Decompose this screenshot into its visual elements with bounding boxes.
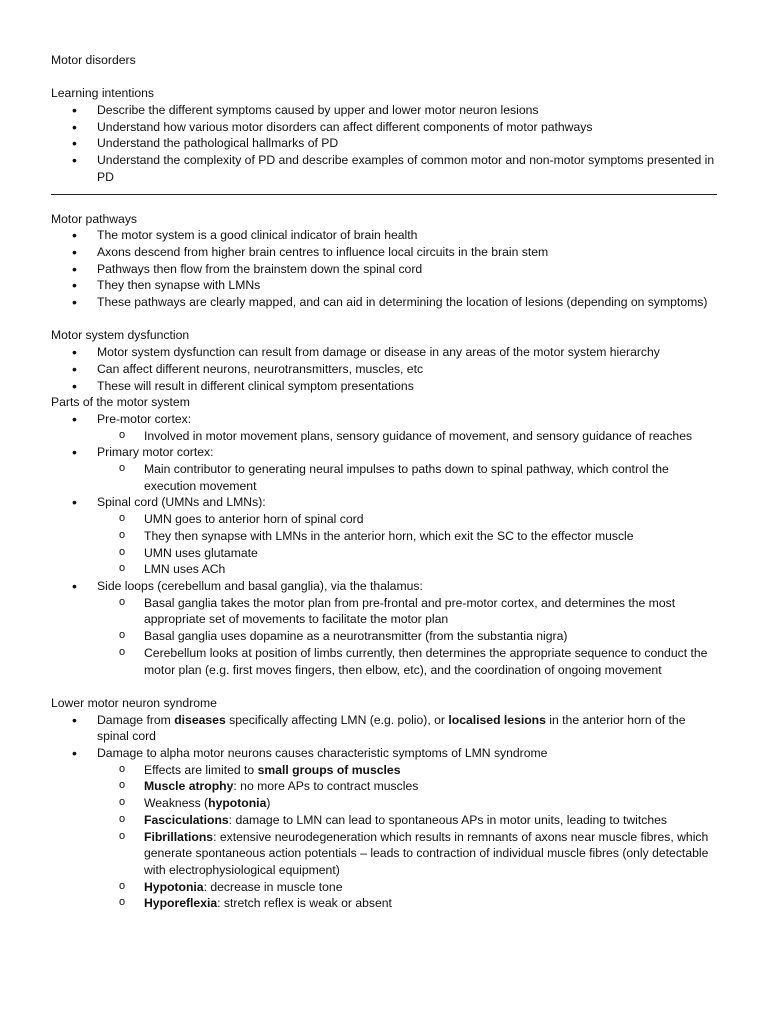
list-item: • Side loops (cerebellum and basal ganglia), via the thalamus:	[51, 578, 717, 595]
list-item: • Primary motor cortex:	[51, 444, 717, 461]
list-item: • Pathways then flow from the brainstem down the spinal cord	[51, 261, 717, 278]
list-item: • Understand the pathological hallmarks of PD	[51, 135, 717, 152]
list-item: • Pre-motor cortex:	[51, 411, 717, 428]
motor-pathways-list	[51, 227, 717, 311]
list-item: • The motor system is a good clinical indicator of brain health	[51, 227, 717, 244]
section-divider	[51, 194, 717, 195]
list-item: • These pathways are clearly mapped, and can aid in determining the location of lesions (depending on symptoms)	[51, 294, 717, 311]
lmn-list	[51, 712, 717, 912]
list-item: • These will result in different clinical symptom presentations	[51, 378, 717, 395]
sub-list-item: o Fasciculations: damage to LMN can lead to spontaneous APs in motor units, leading to twitches	[51, 812, 717, 829]
motor-pathways-heading: Motor pathways	[51, 211, 138, 226]
learning-intentions-heading: Learning intentions	[51, 86, 154, 101]
sub-list-item: o Basal ganglia takes the motor plan from pre-frontal and pre-motor cortex, and determines the most appropriate set of movements to facilitate the motor plan	[51, 595, 717, 628]
sub-list-item: o They then synapse with LMNs in the anterior horn, which exit the SC to the effector muscle	[51, 528, 717, 545]
sub-list-item: o Hypotonia: decrease in muscle tone	[51, 879, 717, 896]
sub-list-item: o Weakness (hypotonia)	[51, 795, 717, 812]
sub-list-item: o Hyporeflexia: stretch reflex is weak or absent	[51, 895, 717, 912]
document-title: Motor disorders	[51, 53, 136, 67]
list-item: • Motor system dysfunction can result from damage or disease in any areas of the motor system hierarchy	[51, 344, 717, 361]
sub-list-item: o Fibrillations: extensive neurodegeneration which results in remnants of axons near muscle fibres, which generate spontaneous action potentials – leads to contraction of individual muscle fibres (only detectable with electrophysiological equipment)	[51, 829, 717, 879]
sub-list-item: o UMN goes to anterior horn of spinal cord	[51, 511, 717, 528]
dysfunction-list	[51, 344, 717, 394]
sub-list-item: o Effects are limited to small groups of muscles	[51, 762, 717, 779]
list-item: • Understand the complexity of PD and describe examples of common motor and non-motor symptoms presented in PD	[51, 152, 717, 185]
sub-list-item: o Involved in motor movement plans, sensory guidance of movement, and sensory guidance of reaches	[51, 428, 717, 445]
document-page	[51, 52, 717, 912]
list-item: • Understand how various motor disorders can affect different components of motor pathways	[51, 119, 717, 136]
list-item: • They then synapse with LMNs	[51, 277, 717, 294]
sub-list-item: o Basal ganglia uses dopamine as a neurotransmitter (from the substantia nigra)	[51, 628, 717, 645]
sub-list-item: o Main contributor to generating neural impulses to paths down to spinal pathway, which control the execution movement	[51, 461, 717, 494]
sub-list-item: o Muscle atrophy: no more APs to contract muscles	[51, 778, 717, 795]
sub-list-item: o LMN uses ACh	[51, 561, 717, 578]
learning-intentions-list	[51, 102, 717, 186]
lmn-syndrome-heading: Lower motor neuron syndrome	[51, 695, 217, 710]
list-item: • Can affect different neurons, neurotransmitters, muscles, etc	[51, 361, 717, 378]
sub-list-item: o Cerebellum looks at position of limbs currently, then determines the appropriate sequence to conduct the motor plan (e.g. first moves fingers, then elbow, etc), and the coordination of ongoing movement	[51, 645, 717, 678]
list-item: • Damage from diseases specifically affecting LMN (e.g. polio), or localised lesions in the anterior horn of the spinal cord	[51, 712, 717, 745]
motor-system-dysfunction-heading: Motor system dysfunction	[51, 328, 190, 343]
list-item: • Describe the different symptoms caused by upper and lower motor neuron lesions	[51, 102, 717, 119]
list-item: • Axons descend from higher brain centres to influence local circuits in the brain stem	[51, 244, 717, 261]
parts-of-motor-system-heading: Parts of the motor system	[51, 395, 190, 410]
list-item: • Spinal cord (UMNs and LMNs):	[51, 494, 717, 511]
sub-list-item: o UMN uses glutamate	[51, 545, 717, 562]
list-item: • Damage to alpha motor neurons causes characteristic symptoms of LMN syndrome	[51, 745, 717, 762]
parts-list	[51, 411, 717, 678]
